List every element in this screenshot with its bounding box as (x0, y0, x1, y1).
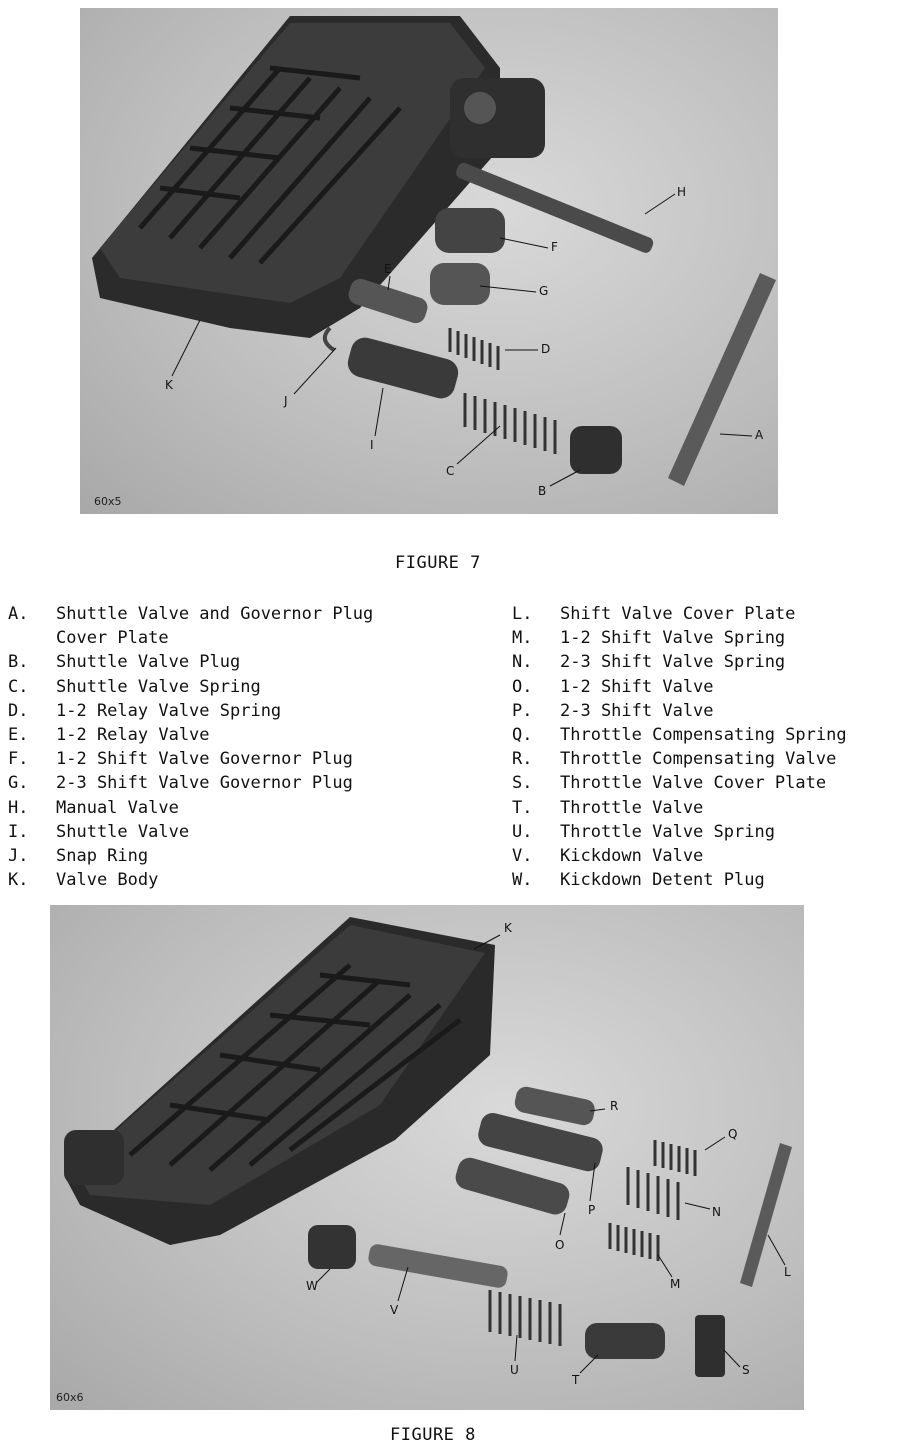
legend-letter: B. (8, 652, 29, 673)
legend-text: Throttle Valve Spring (560, 821, 775, 842)
callout-n: N (712, 1205, 721, 1219)
legend-letter: S. (512, 773, 533, 794)
legend-text: Throttle Valve (560, 797, 704, 818)
callout-l: L (784, 1265, 791, 1279)
legend-letter: C. (8, 676, 29, 697)
legend-letter: A. (8, 604, 29, 624)
legend-text: 1-2 Relay Valve Spring (56, 700, 282, 721)
callout-d: D (541, 342, 551, 356)
legend-item-j (8, 844, 468, 868)
legend-item-v (512, 844, 900, 868)
figure-8-photo (50, 905, 804, 1410)
callout-h: H (677, 185, 687, 199)
legend-letter: V. (512, 846, 533, 867)
legend-letter: O. (512, 676, 533, 697)
callout-a: A (755, 428, 764, 442)
legend-item-m (512, 626, 900, 650)
legend-text: Kickdown Valve (560, 846, 704, 867)
legend-item-k (8, 868, 468, 892)
figure-7-photo (80, 8, 778, 514)
legend-item-c (8, 675, 468, 699)
legend-text: Manual Valve (56, 797, 179, 818)
legend-item-h (8, 796, 468, 820)
legend-item-p (512, 699, 900, 723)
legend-text: Snap Ring (56, 846, 149, 867)
legend-item-e (8, 723, 468, 747)
legend-item-d (8, 699, 468, 723)
legend-right-column (512, 602, 900, 892)
legend-item-o (512, 675, 900, 699)
callout-o: O (555, 1238, 565, 1252)
callout-r: R (610, 1099, 619, 1113)
legend-item-q (512, 723, 900, 747)
legend-letter: Q. (512, 725, 533, 746)
legend-text: Shuttle Valve (56, 821, 190, 842)
legend-letter: P. (512, 700, 533, 721)
callout-s: S (742, 1363, 750, 1377)
legend-letter: H. (8, 797, 29, 818)
legend-text: Throttle Valve Cover Plate (560, 773, 827, 794)
legend-text: Valve Body (56, 870, 159, 891)
legend-text: Shuttle Valve Plug (56, 652, 241, 673)
legend-item-r (512, 747, 900, 771)
legend-letter: N. (512, 652, 533, 673)
callout-e: E (384, 262, 392, 276)
figure-7-caption: FIGURE 7 (395, 553, 481, 573)
photo-code-60x5: 60x5 (94, 495, 122, 508)
callout-j: J (284, 394, 288, 408)
legend-item-n (512, 650, 900, 674)
legend-text: Shuttle Valve and Governor Plug (56, 604, 374, 624)
legend-text: 2-3 Shift Valve Governor Plug (56, 773, 353, 794)
legend-item-t (512, 796, 900, 820)
legend-item-w (512, 868, 900, 892)
callout-q: Q (728, 1127, 738, 1141)
legend-letter: D. (8, 700, 29, 721)
legend-text-continuation: Cover Plate (56, 628, 169, 649)
legend-text: 2-3 Shift Valve (560, 700, 714, 721)
legend-text: Throttle Compensating Spring (560, 725, 847, 746)
legend-letter: M. (512, 628, 533, 649)
callout-i: I (370, 438, 374, 452)
legend-letter: R. (512, 749, 533, 770)
legend-text: 1-2 Shift Valve Spring (560, 628, 786, 649)
callout-u: U (510, 1363, 519, 1377)
callout-f: F (551, 240, 558, 254)
legend-item-l (512, 602, 900, 626)
legend-text: Throttle Compensating Valve (560, 749, 837, 770)
legend-letter: W. (512, 870, 533, 891)
legend-text: 1-2 Shift Valve (560, 676, 714, 697)
callout-p: P (588, 1203, 596, 1217)
callout-w: W (306, 1279, 318, 1293)
callout-c: C (446, 464, 455, 478)
callout-v: V (390, 1303, 399, 1317)
legend-letter: F. (8, 749, 29, 770)
legend-letter: I. (8, 821, 29, 842)
figure-8-parts-illustration (50, 905, 804, 1410)
figure-7-parts-illustration (80, 8, 778, 514)
legend-text: 1-2 Relay Valve (56, 725, 210, 746)
callout-b: B (538, 484, 547, 498)
legend-text: 2-3 Shift Valve Spring (560, 652, 786, 673)
legend-item-a (8, 602, 468, 650)
callout-k: K (165, 378, 173, 392)
callout-k: K (504, 921, 512, 935)
legend-letter: E. (8, 725, 29, 746)
legend-item-g (8, 771, 468, 795)
photo-code-60x6: 60x6 (56, 1391, 84, 1404)
figure-8-caption: FIGURE 8 (390, 1425, 476, 1445)
legend-text: 1-2 Shift Valve Governor Plug (56, 749, 353, 770)
legend-letter: L. (512, 604, 533, 624)
legend-left-column (8, 602, 468, 892)
legend-item-i (8, 820, 468, 844)
legend-item-f (8, 747, 468, 771)
legend-letter: T. (512, 797, 533, 818)
legend-letter: J. (8, 846, 29, 867)
legend-item-b (8, 650, 468, 674)
callout-t: T (572, 1373, 580, 1387)
callout-m: M (670, 1277, 681, 1291)
legend-letter: G. (8, 773, 29, 794)
legend-item-u (512, 820, 900, 844)
legend-letter: K. (8, 870, 29, 891)
legend-text: Kickdown Detent Plug (560, 870, 765, 891)
legend-text: Shuttle Valve Spring (56, 676, 261, 697)
legend-item-s (512, 771, 900, 795)
legend-text: Shift Valve Cover Plate (560, 604, 796, 624)
legend-letter: U. (512, 821, 533, 842)
callout-g: G (539, 284, 549, 298)
